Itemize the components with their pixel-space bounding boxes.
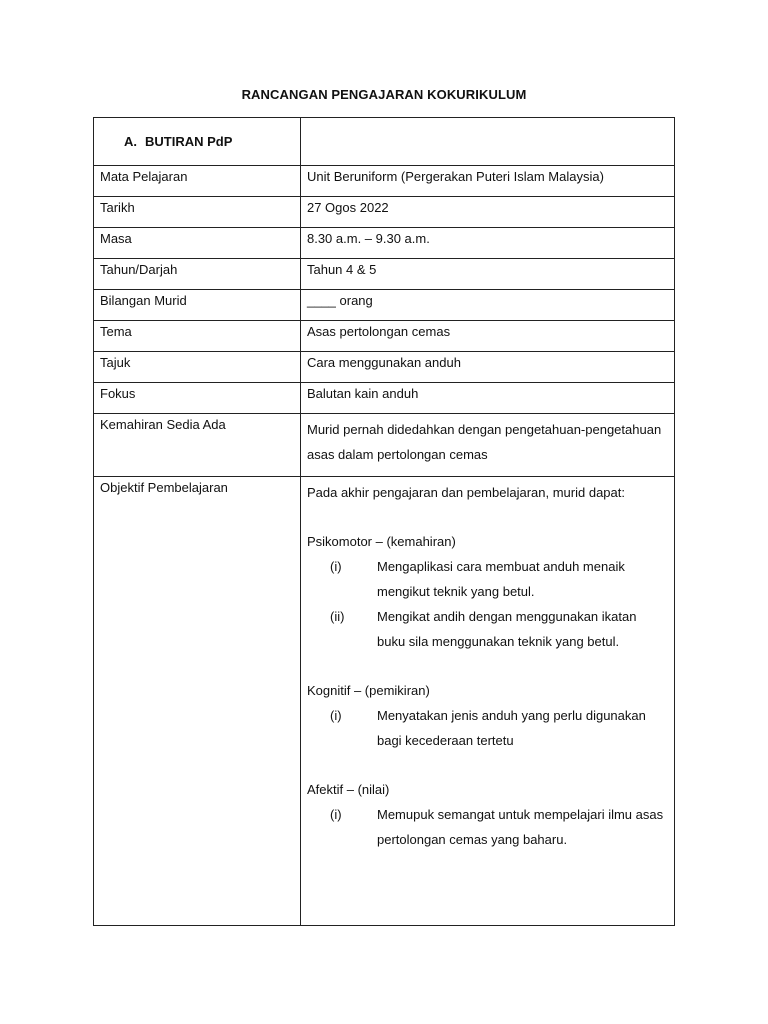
table-row — [94, 352, 675, 383]
table-row — [94, 228, 675, 259]
list-item — [307, 554, 668, 604]
table-row — [94, 321, 675, 352]
table-row — [94, 197, 675, 228]
item-number: (i) — [329, 708, 342, 723]
row-value-tarikh: 27 Ogos 2022 — [300, 197, 674, 228]
row-label-tarikh: Tarikh — [94, 197, 301, 228]
section-letter: A. — [124, 134, 137, 149]
objectives-cell — [300, 477, 674, 926]
item-text: Memupuk semangat untuk mempelajari ilmu asas pertolongan cemas yang baharu. — [376, 807, 664, 847]
row-label-objektif: Objektif Pembelajaran — [94, 477, 301, 926]
item-number: (i) — [329, 807, 342, 822]
item-number: (i) — [329, 559, 342, 574]
item-number: (ii) — [329, 609, 345, 624]
list-item — [307, 703, 668, 753]
item-text: Mengaplikasi cara membuat anduh menaik mengikut teknik yang betul. — [376, 559, 625, 599]
row-label-tajuk: Tajuk — [94, 352, 301, 383]
row-label-fokus: Fokus — [94, 383, 301, 414]
row-label-bilangan-murid: Bilangan Murid — [94, 290, 301, 321]
table-row — [94, 414, 675, 477]
lesson-plan-table — [93, 117, 675, 926]
psikomotor-heading: Psikomotor – (kemahiran) — [306, 534, 456, 549]
row-label-masa: Masa — [94, 228, 301, 259]
section-heading — [94, 118, 301, 166]
table-row — [94, 477, 675, 926]
table-row — [94, 290, 675, 321]
section-header-empty-cell — [300, 118, 674, 166]
row-value-mata-pelajaran: Unit Beruniform (Pergerakan Puteri Islam Malaysia) — [300, 166, 674, 197]
list-item — [307, 604, 668, 654]
section-title: BUTIRAN PdP — [145, 134, 233, 149]
row-value-masa: 8.30 a.m. – 9.30 a.m. — [300, 228, 674, 259]
afektif-heading: Afektif – (nilai) — [306, 782, 390, 797]
table-row — [94, 166, 675, 197]
kognitif-heading: Kognitif – (pemikiran) — [306, 683, 430, 698]
item-text: Menyatakan jenis anduh yang perlu digunakan bagi kecederaan tertetu — [376, 708, 646, 748]
row-value-tajuk: Cara menggunakan anduh — [300, 352, 674, 383]
item-text: Mengikat andih dengan menggunakan ikatan buku sila menggunakan teknik yang betul. — [376, 609, 637, 649]
row-value-fokus: Balutan kain anduh — [300, 383, 674, 414]
objectives-intro: Pada akhir pengajaran dan pembelajaran, murid dapat: — [306, 485, 625, 500]
row-value-tema: Asas pertolongan cemas — [300, 321, 674, 352]
row-label-kemahiran-sedia-ada: Kemahiran Sedia Ada — [94, 414, 301, 477]
row-value-bilangan-murid: ____ orang — [300, 290, 674, 321]
list-item — [307, 802, 668, 852]
row-label-tahun-darjah: Tahun/Darjah — [94, 259, 301, 290]
table-row — [94, 383, 675, 414]
table-row — [94, 259, 675, 290]
section-header-row — [94, 118, 675, 166]
row-label-mata-pelajaran: Mata Pelajaran — [94, 166, 301, 197]
row-value-tahun-darjah: Tahun 4 & 5 — [300, 259, 674, 290]
page-title: RANCANGAN PENGAJARAN KOKURIKULUM — [241, 87, 527, 102]
row-value-kemahiran-sedia-ada: Murid pernah didedahkan dengan pengetahuan-pengetahuan asas dalam pertolongan cemas — [300, 414, 674, 477]
row-label-tema: Tema — [94, 321, 301, 352]
